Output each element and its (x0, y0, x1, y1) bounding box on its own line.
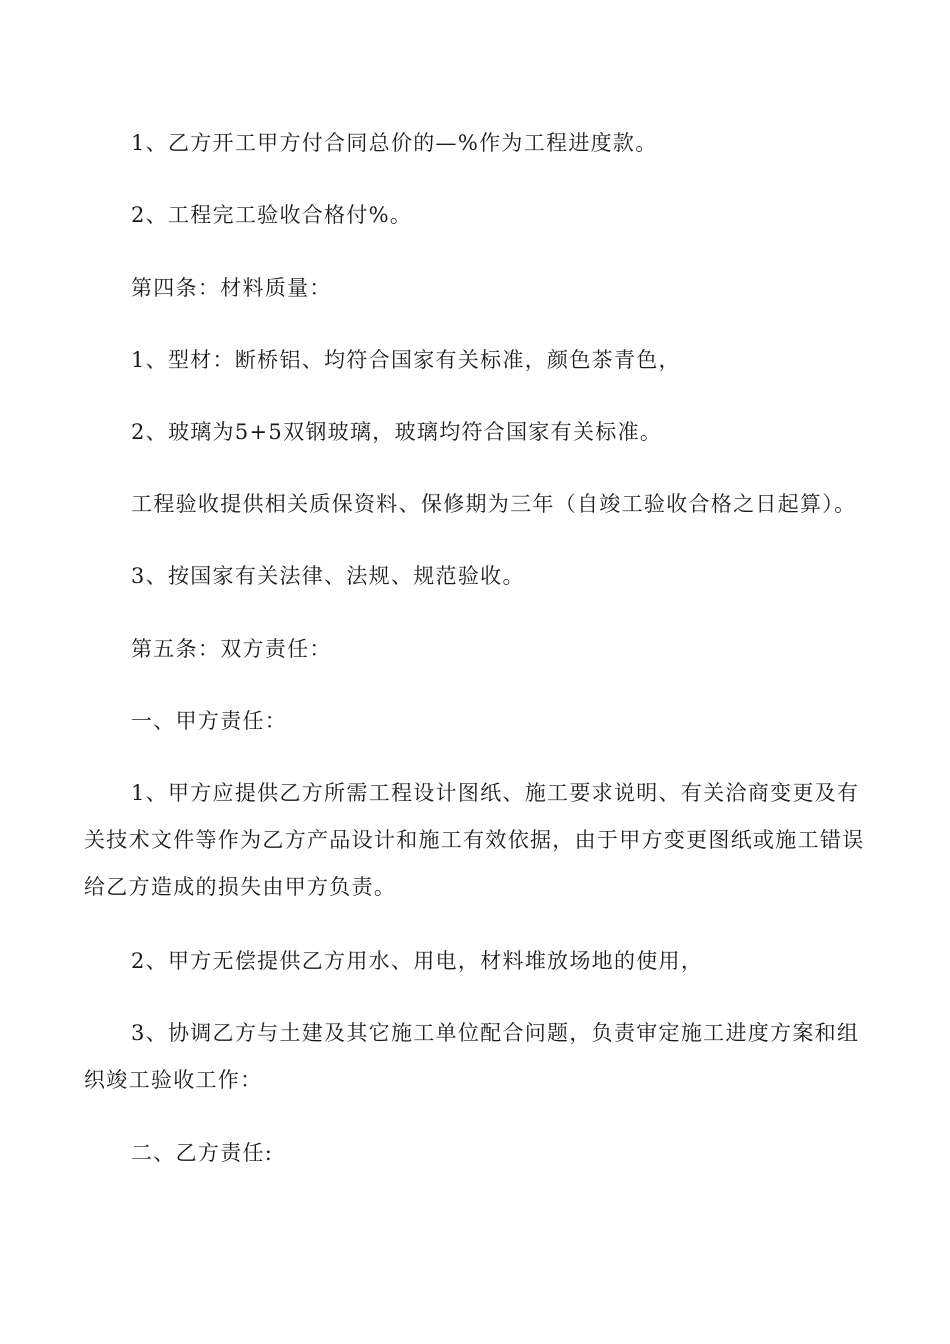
heading-party-a: 一、甲方责任： (131, 709, 288, 733)
paragraph-payment-1: 1、乙方开工甲方付合同总价的—%作为工程进度款。 (131, 131, 658, 155)
paragraph-party-a-3: 3、协调乙方与土建及其它施工单位配合问题，负责审定施工进度方案和组织竣工验收工作： (84, 1021, 860, 1092)
heading-article-5: 第五条：双方责任： (131, 637, 332, 661)
paragraph-payment-2: 2、工程完工验收合格付%。 (131, 203, 413, 227)
paragraph-party-a-2: 2、甲方无偿提供乙方用水、用电，材料堆放场地的使用， (131, 949, 704, 973)
paragraph-warranty: 工程验收提供相关质保资料、保修期为三年（自竣工验收合格之日起算）。 (131, 492, 857, 516)
paragraph-party-a-1: 1、甲方应提供乙方所需工程设计图纸、施工要求说明、有关洽商变更及有关技术文件等作为乙方产品设计和施工有效依据，由于甲方变更图纸或施工错误给乙方造成的损失由甲方负责。 (84, 781, 865, 899)
paragraph-material-2: 2、玻璃为5+5双钢玻璃，玻璃均符合国家有关标准。 (131, 420, 663, 444)
paragraph-material-3: 3、按国家有关法律、法规、规范验收。 (131, 564, 525, 588)
heading-party-b: 二、乙方责任: (131, 1141, 274, 1165)
heading-article-4: 第四条：材料质量： (131, 276, 332, 300)
paragraph-material-1: 1、型材：断桥铝、均符合国家有关标准，颜色茶青色， (131, 348, 681, 372)
